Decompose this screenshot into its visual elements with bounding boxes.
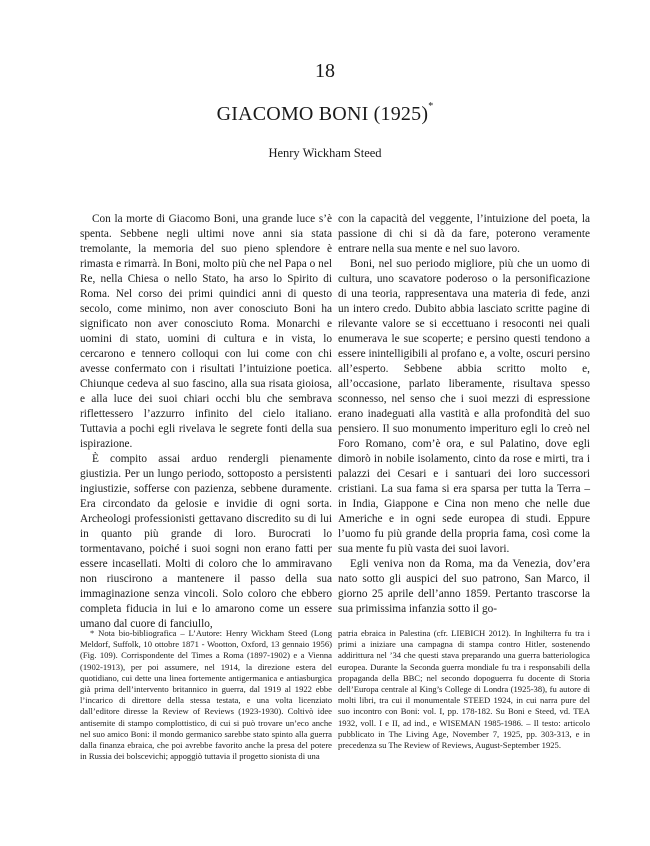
body-column-right (338, 212, 590, 617)
paragraph: È compito assai arduo rendergli pienamente giustizia. Per un lungo periodo, sottoposto a persistenti ingiustizie, sofferse con pazienza, sebbene duramente. Era circondato da gelosie e invidie di ogni sorta. Archeologi professionisti gettavano discredito su di lui in quanto più grande di loro. Burocrati lo tormentavano, poiché i suoi sogni non erano fatti per essere incasellati. Molti di coloro che lo ammiravano non riuscirono a mantenere il passo della sua immaginazione senza vincoli. Solo coloro che ebbero completa fiducia in lui e lo amarono come un essere umano dal cuore di fanciullo, (80, 453, 332, 630)
paragraph: Boni, nel suo periodo migliore, più che un uomo di cultura, uno scavatore poderoso o la personificazione di una teoria, rappresentava una materia di fede, anzi un intero credo. Dubito abbia lasciato scritte pagine di rilevante valore se si eccettuano i resoconti nei quali enumerava le sue scoperte; e persino questi tendono a essere inintelligibili al profano e, a volte, oscuri persino all’esperto. Sebbene abbia scritto molto e, all’occasione, parlato liberamente, risultava spesso sconnesso, nel senso che i suoi mezzi di espressione erano inadeguati alla vastità e alla profondità del suo pensiero. Il suo monumento imperituro egli lo creò nel Foro Romano, com’è ora, e sul Palatino, dove egli dimorò in nobile isolamento, cinto da rose e mirti, tra i palazzi dei Cesari e i santuari dei loro successori cristiani. La sua fama si era sparsa per tutta la Terra – in India, Giappone e Cina non meno che nelle due Americhe e in ogni sede europea di studi. Eppure l’uomo fu più grande della propria fama, così come la sua mente fu più vasta dei suoi lavori. (338, 258, 590, 555)
footnote-text: patria ebraica in Palestina (cfr. LIEBICH 2012). In Inghilterra fu tra i primi a iniziare una campagna di stampa contro Hitler, sostenendo addirittura nel ’34 che questi stava preparando una guerra batteriologica europea. Durante la Seconda guerra mondiale fu tra i responsabili della propaganda della BBC; nel secondo dopoguerra fu docente di Storia dell’Europa centrale al King’s College di Londra (1925-38), fu autore di molti libri, tra cui il monumentale STEED 1924, in cui narra pure del suo incontro con Boni: vol. I, pp. 178-182. Su Boni e Steed, vd. TEA 1932, voll. I e II, ad ind., e WISEMAN 1985-1986. – Il testo: articolo pubblicato in The Living Age, November 7, 1925, pp. 303-313, e in precedenza su The Review of Reviews, August-September 1925. (338, 628, 590, 751)
footnote-column-left (80, 628, 332, 762)
footnote-text: * Nota bio-bibliografica – L’Autore: Henry Wickham Steed (Long Meldorf, Suffolk, 10 ottobre 1871 - Wootton, Oxford, 13 gennaio 1956) (Fig. 109). Corrispondente del Times a Roma (1897-1902) e a Vienna (1902-1913), per poi assumere, nel 1914, la direzione estera del quotidiano, cui dette una linea fortemente antigermanica e antiasburgica già prima dell’intervento britannico in guerra, dal 1919 al 1922 ebbe l’incarico di direttore della stessa testata, e una volta licenziato dall’editore diresse la Review of Reviews (1923-1930). Coltivò idee antisemite di stampo complottistico, di cui si può trovare un’eco anche nel suo amico Boni: il mondo germanico sarebbe stato spinto alla guerra dalla finanza ebraica, che poi avrebbe favorito anche la presa del potere in Russia dei bolscevichi; appoggiò tuttavia il progetto sionista di una (80, 628, 332, 762)
footnote-column-right (338, 628, 590, 751)
paragraph-continuation: con la capacità del veggente, l’intuizione del poeta, la passione di chi si dà da fare, poterono veramente entrare nella sua mente e nel suo lavoro. (338, 213, 590, 255)
chapter-author: Henry Wickham Steed (268, 146, 382, 160)
footnote-marker: * (428, 101, 434, 112)
paragraph: Egli veniva non da Roma, ma da Venezia, dov’era nato sotto gli auspici del suo patrono, San Marco, il giorno 25 aprile dell’anno 1859. Pertanto trascorse la sua primissima infanzia sotto il go- (338, 558, 590, 615)
chapter-title-text: GIACOMO BONI (1925) (216, 103, 429, 125)
body-column-left (80, 212, 332, 632)
chapter-number: 18 (315, 60, 335, 82)
paragraph: Con la morte di Giacomo Boni, una grande luce s’è spenta. Sebbene negli ultimi nove anni sia stata tremolante, la memoria del suo pieno splendore è rimasta e rimarrà. In Boni, molto più che nel Papa o nel Re, nella Chiesa o nello Stato, ha arso lo Spirito di Roma. Nel corso dei primi quindici anni di questo secolo, come minimo, non aver conosciuto Boni ha significato non aver conosciuto Roma. Monarchi e uomini di stato, uomini di cultura e in vista, lo cercarono e tennero colloqui con lui come con chi avesse confermato con i risultati l’intuizione poetica. Chiunque cedeva al suo fascino, alla sua risata gioiosa, e alla luce dei suoi chiari occhi blu che sembrava riflettessero l’azzurro infinito del cielo italiano. Tuttavia a pochi egli rivelava le segrete fonti della sua ispirazione. (80, 213, 332, 450)
chapter-title (0, 103, 650, 126)
